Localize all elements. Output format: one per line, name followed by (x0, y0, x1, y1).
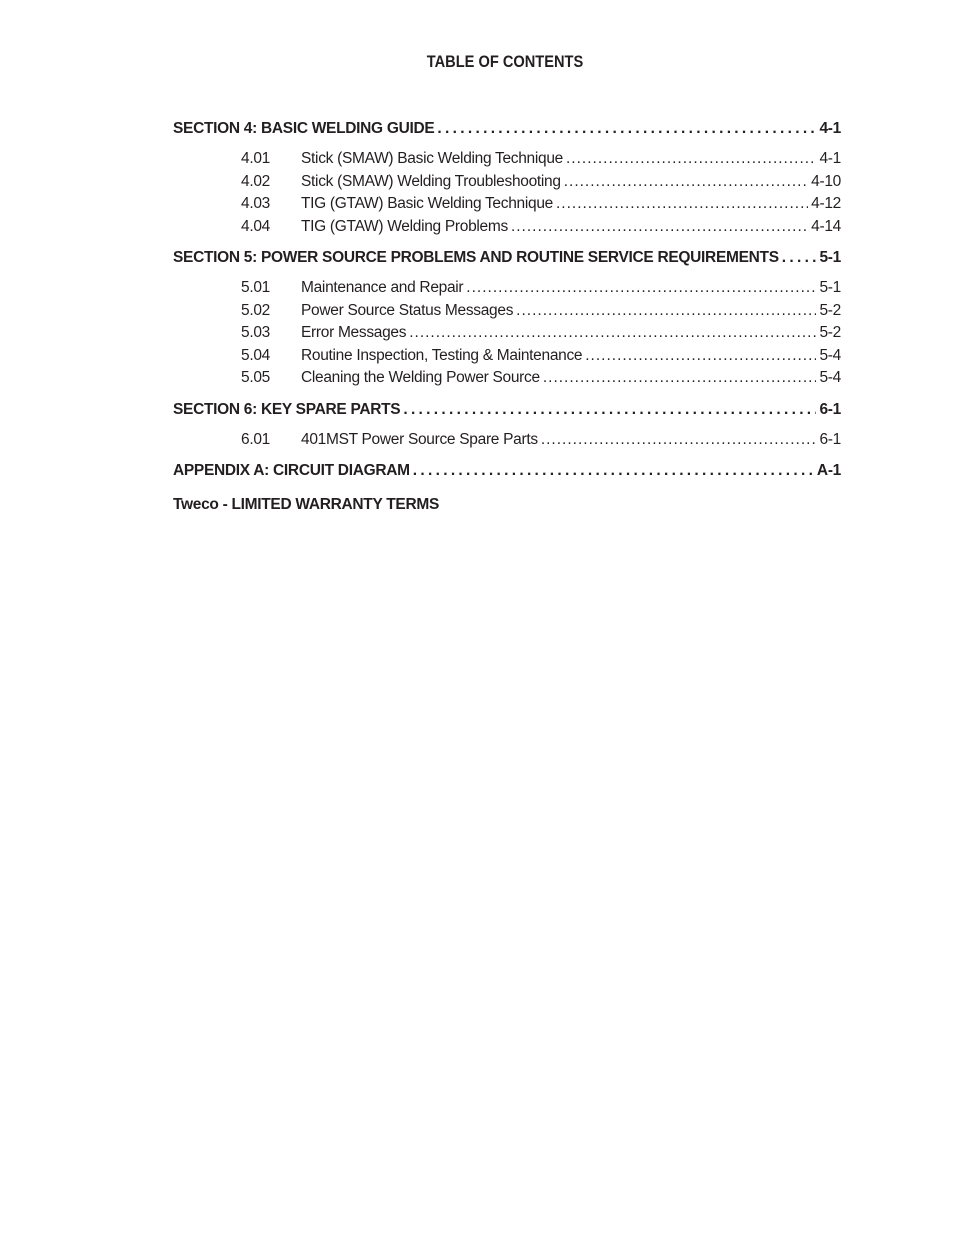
toc-item-title: TIG (GTAW) Basic Welding Technique (301, 195, 553, 212)
toc-item-number: 5.03 (241, 324, 270, 341)
toc-item-number: 4.03 (241, 195, 270, 212)
toc-item[interactable] (173, 148, 841, 171)
toc-page-number: 4-14 (811, 217, 841, 235)
page-title: TABLE OF CONTENTS (426, 52, 584, 71)
dot-leader (466, 277, 816, 300)
dot-leader (541, 429, 817, 452)
toc-section-5[interactable] (173, 245, 841, 271)
toc-item-title: Maintenance and Repair (301, 279, 464, 296)
toc-item[interactable] (173, 277, 841, 300)
toc-page-number: 5-4 (819, 369, 841, 386)
toc-page-number: 6-1 (819, 400, 841, 418)
toc-item-number: 4.01 (241, 150, 270, 167)
toc-warranty[interactable] (173, 492, 841, 518)
toc-item-title: 401MST Power Source Spare Parts (301, 430, 538, 448)
toc-section-6[interactable] (173, 397, 841, 423)
toc-item[interactable] (173, 367, 841, 390)
toc-page-number: 5-2 (819, 301, 841, 319)
toc-item-title: Error Messages (301, 324, 407, 341)
toc-item[interactable] (173, 216, 841, 239)
toc-item-title: TIG (GTAW) Welding Problems (301, 217, 508, 235)
toc-section-4[interactable] (173, 116, 841, 142)
dot-leader (782, 245, 817, 271)
dot-leader (585, 345, 816, 368)
toc-page-number: A-1 (816, 462, 841, 479)
dot-leader (437, 116, 816, 142)
dot-leader (403, 397, 816, 423)
table-of-contents (173, 116, 841, 518)
toc-page-number: 5-2 (819, 324, 841, 341)
toc-item-number: 5.05 (241, 369, 270, 386)
toc-item-number: 5.04 (241, 346, 270, 364)
toc-page-number: 5-1 (819, 249, 841, 266)
toc-page-number: 5-4 (819, 346, 841, 364)
toc-page-number: 4-12 (811, 195, 841, 212)
toc-item-number: 6.01 (241, 430, 270, 448)
toc-item-number: 4.04 (241, 217, 270, 235)
toc-warranty-title: Tweco - LIMITED WARRANTY TERMS (173, 496, 439, 513)
toc-item-title: Stick (SMAW) Basic Welding Technique (301, 150, 563, 167)
toc-item-title: Cleaning the Welding Power Source (301, 369, 540, 386)
toc-item-title: Routine Inspection, Testing & Maintenance (301, 346, 583, 364)
toc-item-number: 5.02 (241, 301, 270, 319)
dot-leader (409, 322, 816, 345)
dot-leader (564, 171, 808, 194)
toc-item-title: Stick (SMAW) Welding Troubleshooting (301, 172, 561, 190)
toc-page-number: 4-1 (819, 120, 841, 137)
toc-page-number: 5-1 (819, 279, 841, 296)
toc-page-number: 4-10 (811, 172, 841, 190)
toc-page-number: 4-1 (819, 150, 841, 167)
toc-item[interactable] (173, 193, 841, 216)
toc-section-6-items (173, 429, 841, 452)
toc-item[interactable] (173, 345, 841, 368)
dot-leader (566, 148, 816, 171)
toc-section-title: SECTION 6: KEY SPARE PARTS (173, 400, 401, 418)
toc-section-title: SECTION 5: POWER SOURCE PROBLEMS AND ROUTINE SERVICE REQUIREMENTS (173, 249, 779, 266)
dot-leader (543, 367, 817, 390)
toc-section-4-items (173, 148, 841, 238)
toc-section-5-items (173, 277, 841, 390)
toc-item-number: 5.01 (241, 279, 270, 296)
toc-appendix-a[interactable] (173, 458, 841, 484)
dot-leader (413, 458, 814, 484)
toc-page-number: 6-1 (819, 430, 841, 448)
toc-item[interactable] (173, 322, 841, 345)
toc-item-title: Power Source Status Messages (301, 301, 514, 319)
dot-leader (511, 216, 808, 239)
toc-item[interactable] (173, 171, 841, 194)
toc-item-number: 4.02 (241, 172, 270, 190)
dot-leader (556, 193, 808, 216)
toc-section-title: SECTION 4: BASIC WELDING GUIDE (173, 120, 435, 137)
toc-item[interactable] (173, 300, 841, 323)
toc-section-title: APPENDIX A: CIRCUIT DIAGRAM (173, 462, 410, 479)
toc-item[interactable] (173, 429, 841, 452)
dot-leader (516, 300, 816, 323)
